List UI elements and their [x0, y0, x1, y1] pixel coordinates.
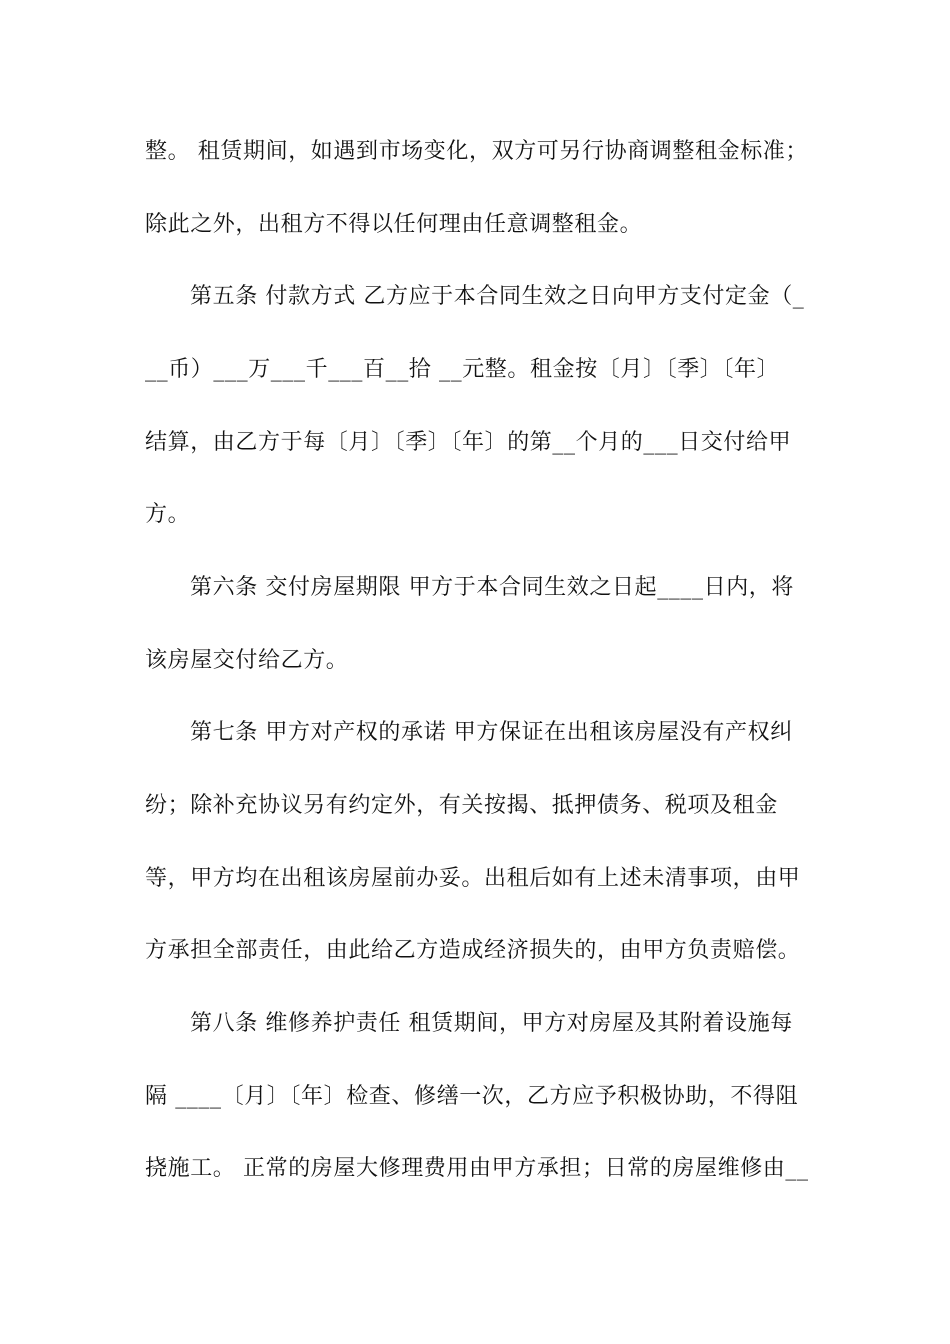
text-line-1: 整。 租赁期间，如遇到市场变化，双方可另行协商调整租金标准； — [145, 139, 808, 164]
text-line-2: 除此之外，出租方不得以任何理由任意调整租金。 — [145, 212, 643, 237]
article-7-heading-line: 第七条 甲方对产权的承诺 甲方保证在出租该房屋没有产权纠 — [190, 720, 793, 745]
article-6-heading-line: 第六条 交付房屋期限 甲方于本合同生效之日起____日内，将 — [190, 575, 794, 600]
text-line-12: 方承担全部责任，由此给乙方造成经济损失的，由甲方负责赔偿。 — [145, 938, 801, 963]
text-line-6: 方。 — [145, 502, 191, 527]
text-line-11: 等，甲方均在出租该房屋前办妥。出租后如有上述未清事项，由甲 — [145, 866, 801, 891]
article-8-heading-line: 第八条 维修养护责任 租赁期间，甲方对房屋及其附着设施每 — [190, 1011, 793, 1036]
article-5-heading-line: 第五条 付款方式 乙方应于本合同生效之日向甲方支付定金（_ — [190, 284, 805, 309]
text-line-14: 隔 ____〔月〕〔年〕检查、修缮一次，乙方应予积极协助，不得阻 — [145, 1084, 799, 1109]
text-line-15: 挠施工。 正常的房屋大修理费用由甲方承担；日常的房屋维修由__ — [145, 1156, 809, 1181]
text-line-8: 该房屋交付给乙方。 — [145, 648, 349, 673]
text-line-5: 结算，由乙方于每〔月〕〔季〕〔年〕的第__个月的___日交付给甲 — [145, 430, 792, 455]
text-line-4: __币）___万___千___百__拾 __元整。租金按〔月〕〔季〕〔年〕 — [145, 357, 780, 382]
text-line-10: 纷；除补充协议另有约定外，有关按揭、抵押债务、税项及租金 — [145, 793, 778, 818]
